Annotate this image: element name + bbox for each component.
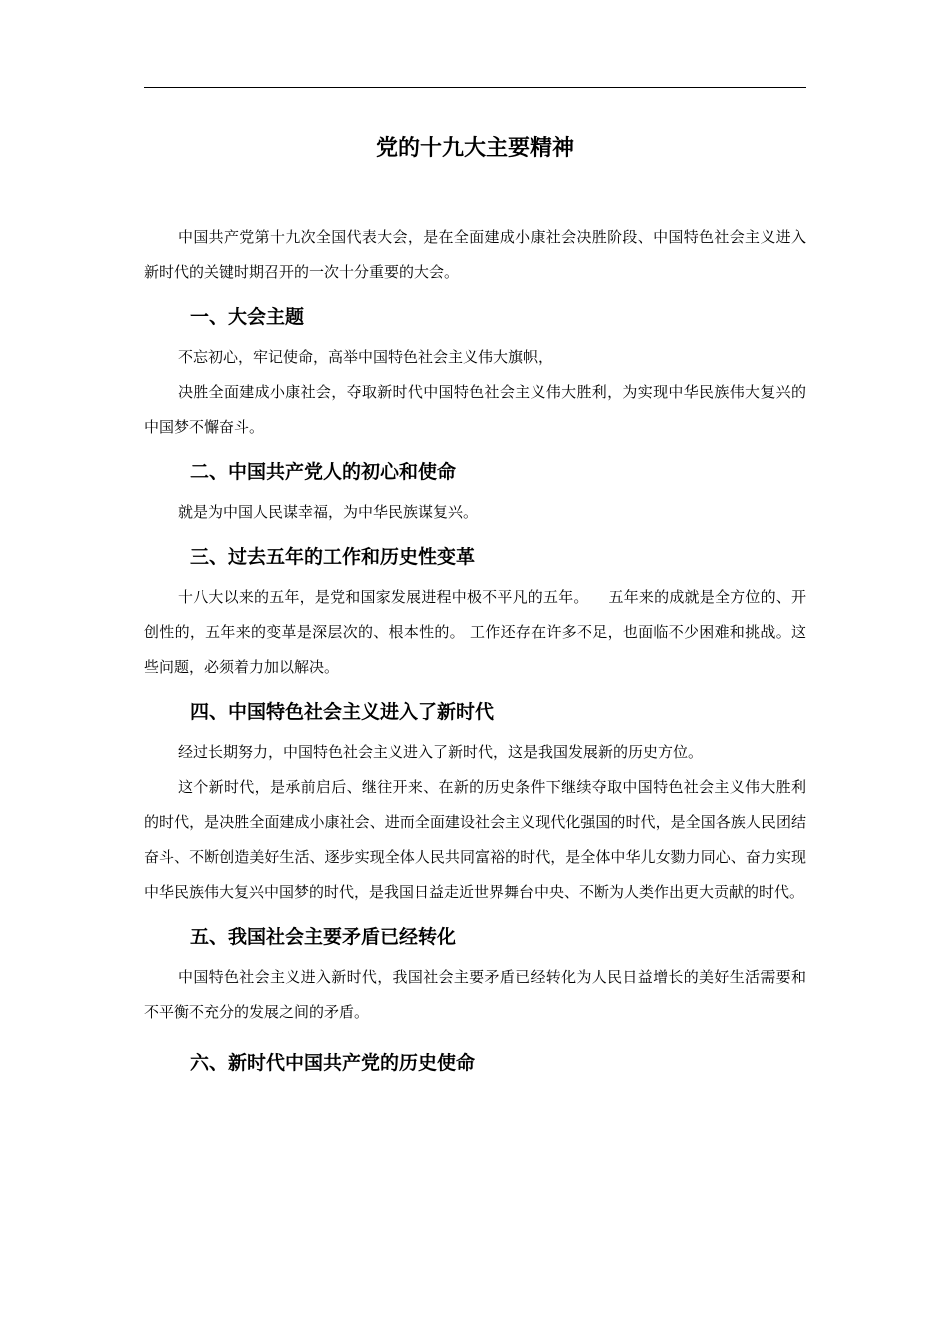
section-1-paragraph-1: 不忘初心，牢记使命，高举中国特色社会主义伟大旗帜， — [178, 348, 554, 366]
section-heading-3: 三、过去五年的工作和历史性变革 — [190, 546, 476, 568]
section-3-paragraph-1: 十八大以来的五年，是党和国家发展进程中极不平凡的五年。 五年来的成就是全方位的、开创性的，五年来的变革是深层次的、根本性的。 工作还存在许多不足，也面临不少困难和挑战。这些问题，必须着力加以解决。 — [144, 588, 806, 676]
section-heading-2: 二、中国共产党人的初心和使命 — [190, 461, 457, 483]
intro-paragraph: 中国共产党第十九次全国代表大会，是在全面建成小康社会决胜阶段、中国特色社会主义进入新时代的关键时期召开的一次十分重要的大会。 — [144, 228, 806, 281]
section-4-paragraph-2: 这个新时代，是承前启后、继往开来、在新的历史条件下继续夺取中国特色社会主义伟大胜利的时代，是决胜全面建成小康社会、进而全面建设社会主义现代化强国的时代，是全国各族人民团结奋斗、不断创造美好生活、逐步实现全体人民共同富裕的时代，是全体中华儿女勠力同心、奋力实现中华民族伟大复兴中国梦的时代，是我国日益走近世界舞台中央、不断为人类作出更大贡献的时代。 — [144, 778, 806, 901]
document-body — [144, 220, 806, 1076]
section-heading-1: 一、大会主题 — [190, 306, 305, 328]
section-1-paragraph-2: 决胜全面建成小康社会，夺取新时代中国特色社会主义伟大胜利，为实现中华民族伟大复兴的中国梦不懈奋斗。 — [144, 383, 806, 436]
section-heading-6: 六、新时代中国共产党的历史使命 — [190, 1052, 476, 1074]
section-heading-5: 五、我国社会主要矛盾已经转化 — [190, 926, 457, 948]
header-rule — [144, 87, 806, 88]
section-4-paragraph-1: 经过长期努力，中国特色社会主义进入了新时代，这是我国发展新的历史方位。 — [178, 743, 704, 761]
document-title: 党的十九大主要精神 — [375, 136, 574, 161]
section-heading-4: 四、中国特色社会主义进入了新时代 — [190, 701, 495, 723]
section-5-paragraph-1: 中国特色社会主义进入新时代，我国社会主要矛盾已经转化为人民日益增长的美好生活需要和不平衡不充分的发展之间的矛盾。 — [144, 968, 806, 1021]
section-2-paragraph-1: 就是为中国人民谋幸福，为中华民族谋复兴。 — [178, 503, 479, 521]
